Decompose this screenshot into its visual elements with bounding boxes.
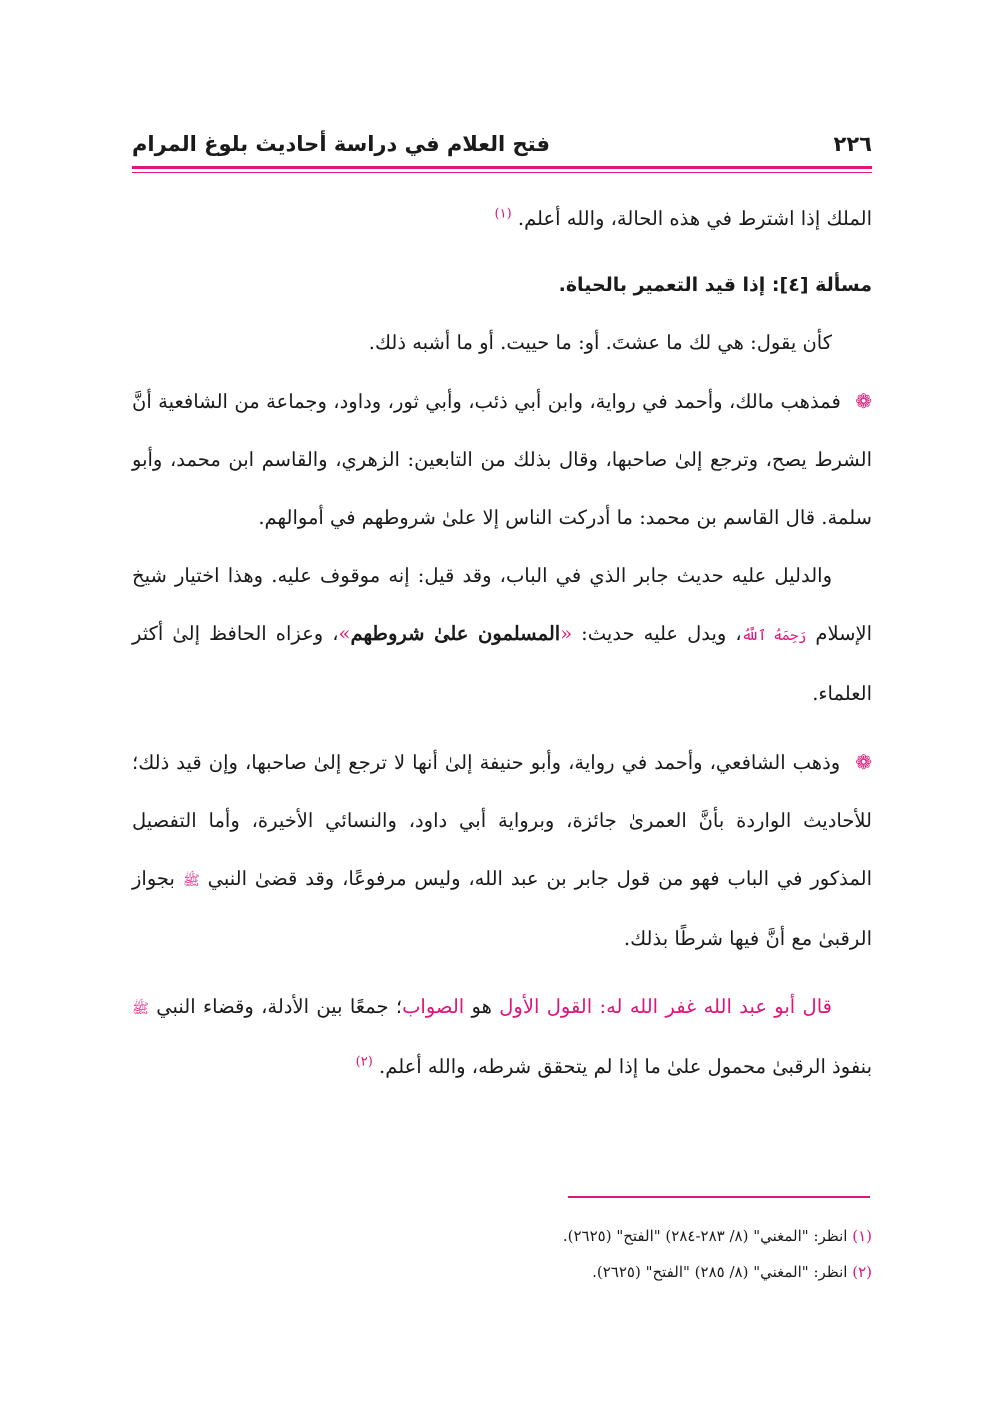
correct-label: الصواب — [402, 995, 465, 1018]
paragraph-first-opinion — [132, 372, 872, 547]
header-rule-thick — [132, 166, 872, 169]
footnotes — [132, 1218, 872, 1290]
paragraph-text: ، ويدل عليه حديث: — [581, 622, 742, 645]
footnote-text: انظر: "المغني" (٨/ ٢٨٥) "الفتح" (٢٦٢٥). — [592, 1263, 848, 1281]
book-title: فتح العلام في دراسة أحاديث بلوغ المرام — [132, 132, 550, 156]
paragraph-text: ، وعزاه الحافظ إلىٰ أكثر العلماء. — [132, 622, 872, 705]
header-rule-thin — [132, 172, 872, 173]
salutation-glyph: ﷺ — [132, 1001, 149, 1017]
rahimahullah-glyph: رَحِمَهُ ٱللَّهُ — [741, 628, 807, 644]
footnote-separator — [568, 1196, 870, 1198]
issue-title: إذا قيد التعمير بالحياة. — [558, 274, 766, 296]
paragraph-text: والدليل عليه حديث جابر الذي في الباب، وقد قيل: إنه موقوف عليه. وهذا اختيار شيخ الإسلام — [132, 564, 872, 645]
paragraph-evidence — [132, 547, 872, 723]
footnote-ref-2[interactable]: (٢) — [355, 1054, 373, 1070]
paragraph-text: فمذهب مالك، وأحمد في رواية، وابن أبي ذئب، وأبي ثور، وداود، وجماعة من الشافعية أنَّ الشرط يصح، وترجع إلىٰ صاحبها، وقال بذلك من التابعين: الزهري، والقاسم ابن محمد، وأبو سلمة. قال القاسم بن محمد: ما أدركت الناس إلا علىٰ شروطهم في أموالهم. — [132, 390, 872, 529]
paragraph-text: هو — [471, 995, 492, 1018]
issue-label: مسألة [٤]: — [771, 274, 872, 296]
footnote-ref-1[interactable]: (١) — [494, 206, 512, 222]
flower-ornament-icon: ❁ — [855, 389, 872, 413]
paragraph-text: كأن يقول: هي لك ما عشتَ. أو: ما حييت. أو ما أشبه ذلك. — [368, 331, 832, 354]
paragraph-text: الملك إذا اشترط في هذه الحالة، والله أعلم. — [517, 207, 872, 230]
flower-ornament-icon: ❁ — [855, 750, 872, 774]
paragraph-text: ؛ جمعًا بين الأدلة، وقضاء النبي — [156, 995, 403, 1018]
footnote-item — [132, 1218, 872, 1254]
footnote-number: (١) — [852, 1227, 872, 1245]
paragraph-continuation — [132, 190, 872, 248]
quote-close: » — [338, 622, 351, 645]
page-header — [132, 128, 872, 160]
preferred-opinion: القول الأول — [499, 995, 593, 1018]
paragraph-text: وذهب الشافعي، وأحمد في رواية، وأبو حنيفة إلىٰ أنها لا ترجع إلىٰ صاحبها، وإن قيد ذلك؛ للأحاديث الواردة بأنَّ العمرىٰ جائزة، وبرواية أبي داود، والنسائي الأخيرة، وأما التفصيل المذكور في الباب فهو من قول جابر بن عبد الله، وليس مرفوعًا، وقد قضىٰ النبي — [132, 751, 872, 890]
paragraph-text: بجواز الرقبىٰ مع أنَّ فيها شرطًا بذلك. — [132, 867, 872, 950]
footnote-number: (٢) — [852, 1263, 872, 1281]
paragraph-second-opinion — [132, 733, 872, 968]
hadith-text: المسلمون علىٰ شروطهم — [350, 622, 561, 645]
salutation-glyph: ﷺ — [182, 873, 200, 889]
page-number: ٢٢٦ — [833, 132, 872, 156]
paragraph-example — [132, 314, 872, 372]
footnote-item — [132, 1254, 872, 1290]
paragraph-text: بنفوذ الرقبىٰ محمول علىٰ ما إذا لم يتحقق شرطه، والله أعلم. — [379, 1055, 872, 1078]
author-attribution: قال أبو عبد الله غفر الله له: — [599, 995, 832, 1018]
footnote-text: انظر: "المغني" (٨/ ٢٨٣-٢٨٤) "الفتح" (٢٦٢٥). — [562, 1227, 848, 1245]
quote-open: « — [560, 622, 573, 645]
issue-heading — [132, 256, 872, 314]
paragraph-conclusion — [132, 978, 872, 1096]
page-body — [132, 190, 872, 1096]
